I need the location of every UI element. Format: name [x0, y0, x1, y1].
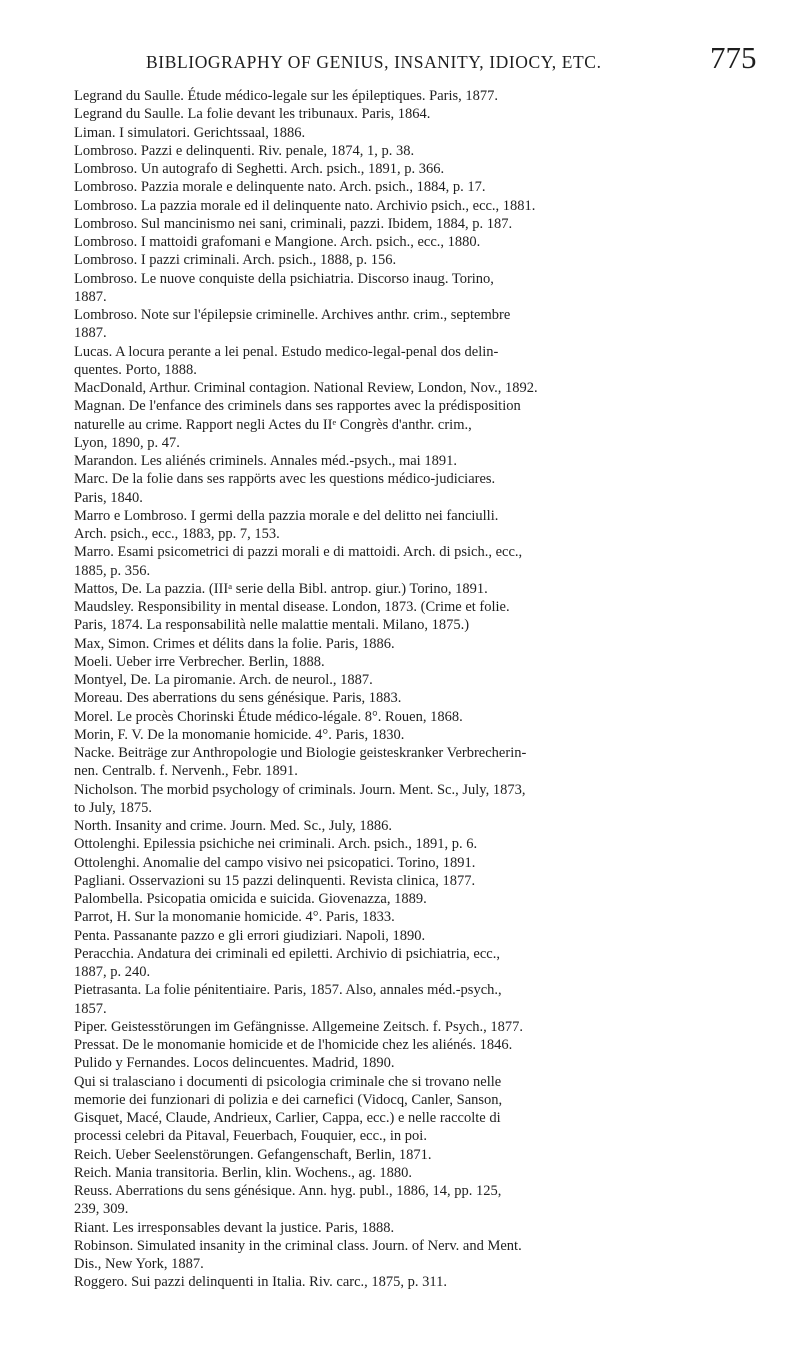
bibliography-entry: [74, 470, 774, 507]
entry-line: Lombroso. I pazzi criminali. Arch. psich., 1888, p. 156.: [74, 252, 397, 269]
entry-line: Liman. I simulatori. Gerichtssaal, 1886.: [74, 124, 306, 141]
bibliography-entry: [74, 580, 774, 598]
entry-line: to July, 1875.: [74, 799, 153, 816]
entry-line: Ottolenghi. Anomalie del campo visivo nei psicopatici. Torino, 1891.: [74, 854, 476, 871]
entry-line: Pietrasanta. La folie pénitentiaire. Paris, 1857. Also, annales méd.-psych.,: [74, 982, 502, 999]
entry-line: Reich. Ueber Seelenstörungen. Gefangenschaft, Berlin, 1871.: [74, 1146, 432, 1163]
entry-line: Morel. Le procès Chorinski Étude médico-légale. 8°. Rouen, 1868.: [74, 708, 463, 725]
bibliography-entry: [74, 215, 774, 233]
entry-line: Moreau. Des aberrations du sens génésique. Paris, 1883.: [74, 690, 402, 707]
bibliography-entry: [74, 379, 774, 397]
bibliography-entry: [74, 1273, 774, 1291]
bibliography-entry: [74, 124, 774, 142]
bibliography-entry: [74, 854, 774, 872]
entry-line: Reich. Mania transitoria. Berlin, klin. Wochens., ag. 1880.: [74, 1164, 413, 1181]
bibliography-entry: [74, 671, 774, 689]
bibliography-entry: [74, 927, 774, 945]
bibliography-entry: [74, 1237, 774, 1274]
entry-line: Qui si tralasciano i documenti di psicologia criminale che si trovano nelle: [74, 1073, 502, 1090]
entry-line: Roggero. Sui pazzi delinquenti in Italia. Riv. carc., 1875, p. 311.: [74, 1274, 448, 1291]
entry-line: Gisquet, Macé, Claude, Andrieux, Carlier, Cappa, ecc.) e nelle raccolte di: [74, 1110, 501, 1126]
bibliography-entry: [74, 945, 774, 982]
bibliography-entry: [74, 1036, 774, 1054]
entry-line: Lombroso. Pazzia morale e delinquente nato. Arch. psich., 1884, p. 17.: [74, 179, 486, 196]
bibliography-entry: [74, 981, 774, 1018]
entry-line: 239, 309.: [74, 1201, 129, 1218]
bibliography-entry: [74, 105, 774, 123]
bibliography-entry: [74, 1018, 774, 1036]
bibliography-entry: [74, 872, 774, 890]
entry-line: Paris, 1874. La responsabilità nelle malattie mentali. Milano, 1875.): [74, 617, 470, 634]
entry-line: Legrand du Saulle. Étude médico-legale sur les épileptiques. Paris, 1877.: [74, 88, 499, 104]
bibliography-entry: [74, 87, 774, 105]
bibliography-entry: [74, 1219, 774, 1237]
bibliography-entry: [74, 452, 774, 470]
entry-line: 1887.: [74, 288, 107, 305]
bibliography-entry: [74, 1182, 774, 1219]
bibliography-entry: [74, 343, 774, 380]
entry-line: Lombroso. Un autografo di Seghetti. Arch. psich., 1891, p. 366.: [74, 161, 445, 177]
entry-line: Parrot, H. Sur la monomanie homicide. 4°. Paris, 1833.: [74, 909, 395, 926]
bibliography-entry: [74, 1073, 774, 1146]
entry-line: Ottolenghi. Epilessia psichiche nei criminali. Arch. psich., 1891, p. 6.: [74, 836, 478, 853]
bibliography-entry: [74, 251, 774, 269]
bibliography-entry: [74, 635, 774, 653]
bibliography-entry: [74, 908, 774, 926]
entry-line: Lombroso. I mattoidi grafomani e Mangione. Arch. psich., ecc., 1880.: [74, 234, 481, 250]
entry-line: memorie dei funzionari di polizia e dei carnefici (Vidocq, Canler, Sanson,: [74, 1091, 503, 1108]
entry-line: Nacke. Beiträge zur Anthropologie und Biologie geisteskranker Verbrecherin-: [74, 745, 527, 761]
entry-line: 1885, p. 356.: [74, 562, 151, 579]
entry-line: Lucas. A locura perante a lei penal. Estudo medico-legal-penal dos delin-: [74, 343, 499, 360]
entry-line: Morin, F. V. De la monomanie homicide. 4°. Paris, 1830.: [74, 726, 405, 743]
bibliography-list: [74, 87, 774, 1292]
bibliography-entry: [74, 1146, 774, 1164]
entry-line: North. Insanity and crime. Journ. Med. Sc., July, 1886.: [74, 818, 393, 834]
bibliography-entry: [74, 598, 774, 635]
bibliography-entry: [74, 160, 774, 178]
entry-line: Dis., New York, 1887.: [74, 1256, 204, 1272]
bibliography-entry: [74, 708, 774, 726]
entry-line: Riant. Les irresponsables devant la justice. Paris, 1888.: [74, 1219, 395, 1236]
entry-line: Paris, 1840.: [74, 489, 143, 506]
bibliography-entry: [74, 1164, 774, 1182]
entry-line: Lyon, 1890, p. 47.: [74, 434, 180, 451]
bibliography-entry: [74, 178, 774, 196]
entry-line: Arch. psich., ecc., 1883, pp. 7, 153.: [74, 526, 280, 542]
entry-line: Piper. Geistesstörungen im Gefängnisse. Allgemeine Zeitsch. f. Psych., 1877.: [74, 1018, 524, 1035]
entry-line: Pulido y Fernandes. Locos delincuentes. Madrid, 1890.: [74, 1055, 395, 1072]
entry-line: Robinson. Simulated insanity in the criminal class. Journ. of Nerv. and Ment.: [74, 1237, 522, 1254]
entry-line: Peracchia. Andatura dei criminali ed epiletti. Archivio di psichiatria, ecc.,: [74, 945, 500, 962]
bibliography-entry: [74, 653, 774, 671]
entry-line: Moeli. Ueber irre Verbrecher. Berlin, 1888.: [74, 653, 325, 670]
bibliography-entry: [74, 835, 774, 853]
entry-line: MacDonald, Arthur. Criminal contagion. National Review, London, Nov., 1892.: [74, 380, 538, 396]
entry-line: naturelle au crime. Rapport negli Actes du IIᵉ Congrès d'anthr. crim.,: [74, 416, 472, 433]
entry-line: 1857.: [74, 1000, 107, 1017]
bibliography-entry: [74, 543, 774, 580]
bibliography-entry: [74, 507, 774, 544]
entry-line: Mattos, De. La pazzia. (IIIᵃ serie della Bibl. antrop. giur.) Torino, 1891.: [74, 580, 488, 597]
entry-line: Legrand du Saulle. La folie devant les tribunaux. Paris, 1864.: [74, 106, 431, 123]
entry-line: Montyel, De. La piromanie. Arch. de neurol., 1887.: [74, 672, 373, 688]
entry-line: Pagliani. Osservazioni su 15 pazzi delinquenti. Revista clinica, 1877.: [74, 872, 476, 889]
entry-line: Lombroso. Pazzi e delinquenti. Riv. penale, 1874, 1, p. 38.: [74, 142, 415, 159]
entry-line: Lombroso. Le nuove conquiste della psichiatria. Discorso inaug. Torino,: [74, 270, 494, 287]
entry-line: Lombroso. Note sur l'épilepsie criminelle. Archives anthr. crim., septembre: [74, 307, 511, 323]
bibliography-entry: [74, 270, 774, 307]
entry-line: Lombroso. Sul mancinismo nei sani, criminali, pazzi. Ibidem, 1884, p. 187.: [74, 215, 513, 232]
entry-line: 1887.: [74, 325, 107, 342]
entry-line: Marandon. Les aliénés criminels. Annales méd.-psych., mai 1891.: [74, 453, 457, 469]
bibliography-entry: [74, 142, 774, 160]
running-head-title: BIBLIOGRAPHY OF GENIUS, INSANITY, IDIOCY, ETC.: [146, 52, 602, 72]
entry-line: Marro. Esami psicometrici di pazzi morali e di mattoidi. Arch. di psich., ecc.,: [74, 544, 523, 561]
page-number: 775: [710, 40, 757, 75]
entry-line: nen. Centralb. f. Nervenh., Febr. 1891.: [74, 763, 298, 780]
entry-line: Reuss. Aberrations du sens génésique. Ann. hyg. publ., 1886, 14, pp. 125,: [74, 1183, 502, 1199]
running-head: [0, 0, 800, 78]
entry-line: Marc. De la folie dans ses rappörts avec les questions médico-judiciares.: [74, 471, 496, 488]
entry-line: Magnan. De l'enfance des criminels dans ses rapportes avec la prédisposition: [74, 398, 521, 415]
entry-line: 1887, p. 240.: [74, 964, 151, 980]
bibliography-entry: [74, 233, 774, 251]
bibliography-entry: [74, 306, 774, 343]
entry-line: Max, Simon. Crimes et délits dans la folie. Paris, 1886.: [74, 635, 395, 652]
entry-line: Nicholson. The morbid psychology of criminals. Journ. Ment. Sc., July, 1873,: [74, 781, 526, 798]
entry-line: Marro e Lombroso. I germi della pazzia morale e del delitto nei fanciulli.: [74, 507, 499, 524]
bibliography-entry: [74, 1054, 774, 1072]
bibliography-entry: [74, 817, 774, 835]
entry-line: processi celebri da Pitaval, Feuerbach, Fouquier, ecc., in poi.: [74, 1128, 427, 1145]
bibliography-entry: [74, 726, 774, 744]
entry-line: Maudsley. Responsibility in mental disease. London, 1873. (Crime et folie.: [74, 599, 510, 615]
entry-line: Lombroso. La pazzia morale ed il delinquente nato. Archivio psich., ecc., 1881.: [74, 197, 536, 214]
bibliography-entry: [74, 744, 774, 781]
entry-line: Penta. Passanante pazzo e gli errori giudiziari. Napoli, 1890.: [74, 927, 426, 944]
entry-line: quentes. Porto, 1888.: [74, 361, 197, 378]
bibliography-entry: [74, 197, 774, 215]
bibliography-entry: [74, 689, 774, 707]
bibliography-entry: [74, 890, 774, 908]
entry-line: Pressat. De le monomanie homicide et de l'homicide chez les aliénés. 1846.: [74, 1037, 513, 1053]
bibliography-entry: [74, 781, 774, 818]
entry-line: Palombella. Psicopatia omicida e suicida. Giovenazza, 1889.: [74, 891, 427, 907]
bibliography-entry: [74, 397, 774, 452]
